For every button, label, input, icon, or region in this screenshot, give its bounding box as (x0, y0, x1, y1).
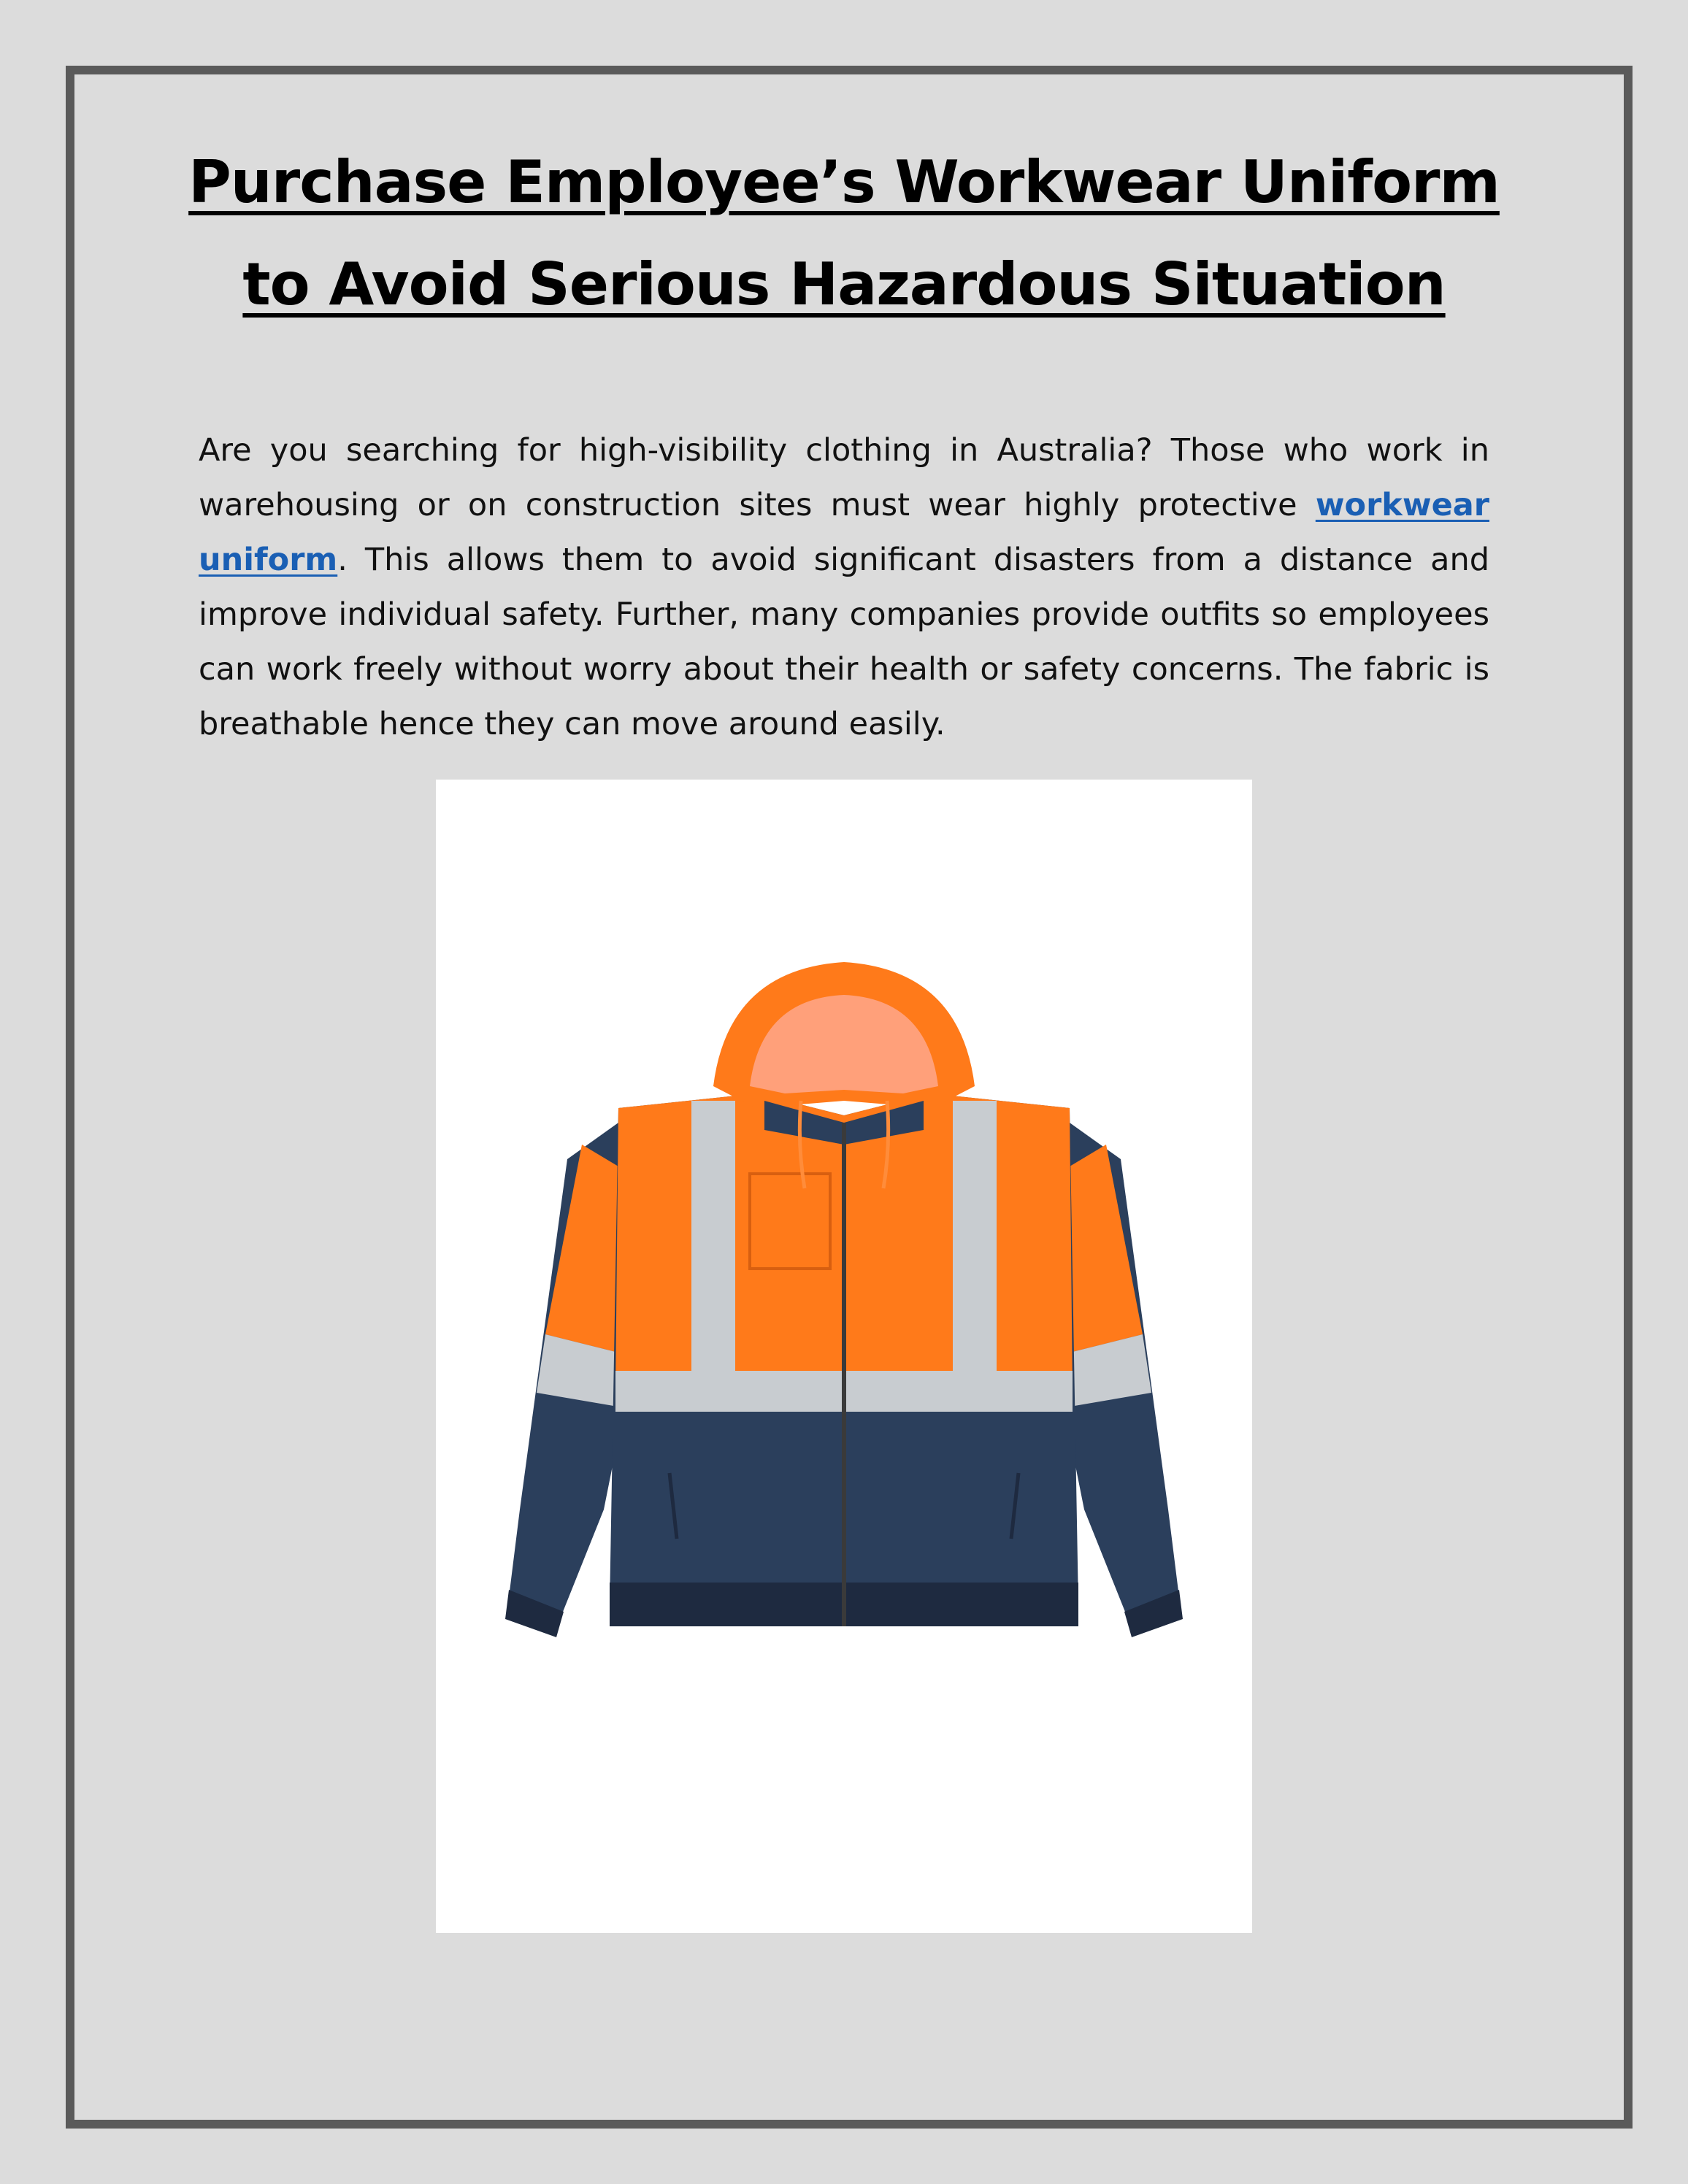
paragraph-text-before-link: Are you searching for high-visibility clothing in Australia? Those who work in warehousing or on construction sites must wear highly protective (199, 432, 1489, 523)
intro-paragraph (199, 423, 1489, 752)
workwear-uniform-link[interactable]: workwear uniform (199, 487, 1489, 578)
paragraph-text-after-link: . This allows them to avoid significant disasters from a distance and improve individual safety. Further, many companies provide outfits so employees can work freely without worry about their health or safety concerns. The fabric is breathable hence they can move around easily. (199, 542, 1489, 742)
page-title (88, 131, 1600, 336)
hi-vis-jacket-image (436, 780, 1252, 1933)
title-line-1: Purchase Employee’s Workwear Uniform (188, 148, 1500, 216)
hi-vis-jacket-icon (436, 780, 1252, 1933)
title-line-2: to Avoid Serious Hazardous Situation (242, 250, 1446, 318)
